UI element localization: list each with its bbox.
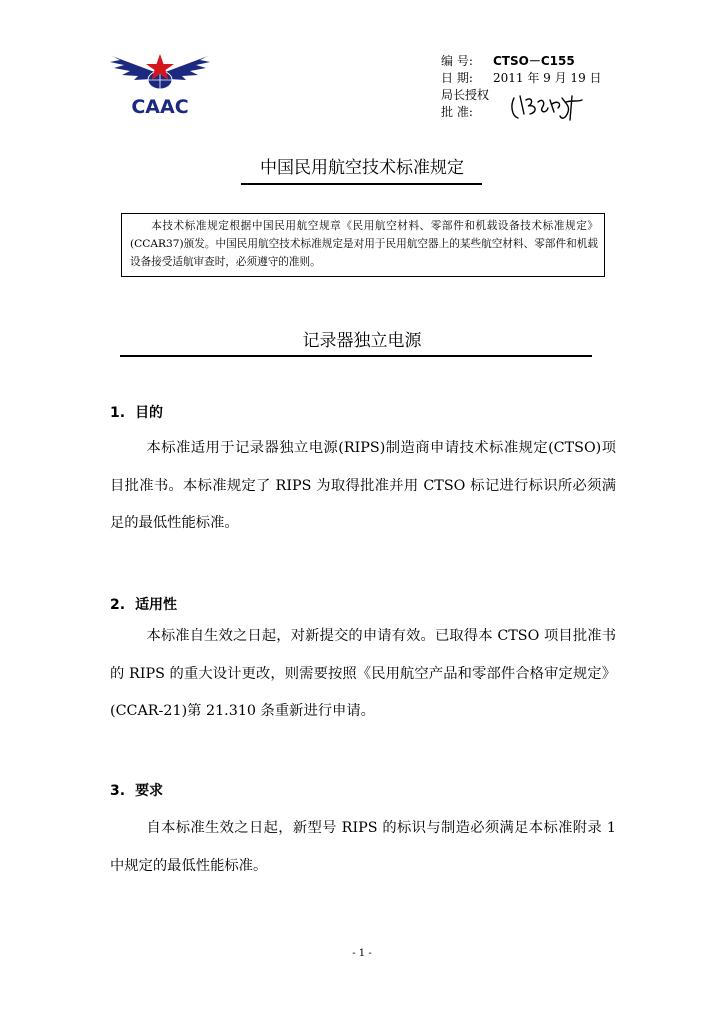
subject-underline bbox=[120, 355, 592, 357]
doc-number-value: CTSO－C155 bbox=[493, 54, 575, 68]
section-2-body bbox=[110, 618, 616, 731]
section-number: 1. bbox=[110, 405, 126, 421]
page-number: - 1 - bbox=[352, 948, 372, 959]
section-paragraph: 自本标准生效之日起，新型号 RIPS 的标识与制造必须满足本标准附录 1 中规定的最低性能标准。 bbox=[110, 820, 616, 874]
doc-date-value: 2011 年 9 月 19 日 bbox=[493, 71, 602, 85]
doc-number-label: 编 号: bbox=[441, 54, 473, 68]
section-3-heading bbox=[110, 780, 163, 800]
caac-logo bbox=[108, 48, 258, 120]
page-title: 中国民用航空技术标准规定 bbox=[260, 158, 464, 178]
section-2-heading bbox=[110, 594, 177, 614]
section-number: 3. bbox=[110, 783, 126, 799]
signature-icon bbox=[508, 90, 588, 124]
section-1-body bbox=[110, 430, 616, 543]
notice-box bbox=[121, 213, 605, 277]
auth-label-2: 批 准: bbox=[441, 105, 473, 119]
signature bbox=[508, 90, 588, 128]
section-3-body bbox=[110, 810, 616, 885]
section-number: 2. bbox=[110, 597, 126, 613]
logo-text: CAAC bbox=[131, 96, 189, 118]
notice-text: 本技术标准规定根据中国民用航空规章《民用航空材料、零部件和机载设备技术标准规定》(CCAR37)颁发。中国民用航空技术标准规定是对用于民用航空器上的某些航空材料、零部件和机载设备接受适航审查时，必须遵守的准则。 bbox=[130, 220, 598, 268]
section-paragraph: 本标准适用于记录器独立电源(RIPS)制造商申请技术标准规定(CTSO)项目批准书。本标准规定了 RIPS 为取得批准并用 CTSO 标记进行标识所必须满足的最低性能标准。 bbox=[110, 440, 616, 531]
document-subject: 记录器独立电源 bbox=[302, 331, 422, 351]
caac-emblem-icon bbox=[108, 48, 212, 96]
section-title: 适用性 bbox=[135, 597, 178, 613]
section-1-heading bbox=[110, 402, 163, 422]
doc-date-line bbox=[441, 71, 602, 86]
section-title: 目的 bbox=[135, 405, 164, 421]
doc-date-label: 日 期: bbox=[441, 71, 473, 85]
section-title: 要求 bbox=[135, 783, 164, 799]
section-paragraph: 本标准自生效之日起，对新提交的申请有效。已取得本 CTSO 项目批准书的 RIPS 的重大设计更改，则需要按照《民用航空产品和零部件合格审定规定》(CCAR-21)第 21.310 条重新进行申请。 bbox=[110, 628, 616, 719]
title-underline bbox=[241, 183, 482, 185]
auth-label-1: 局长授权 bbox=[441, 88, 490, 102]
doc-number-line bbox=[441, 54, 575, 69]
